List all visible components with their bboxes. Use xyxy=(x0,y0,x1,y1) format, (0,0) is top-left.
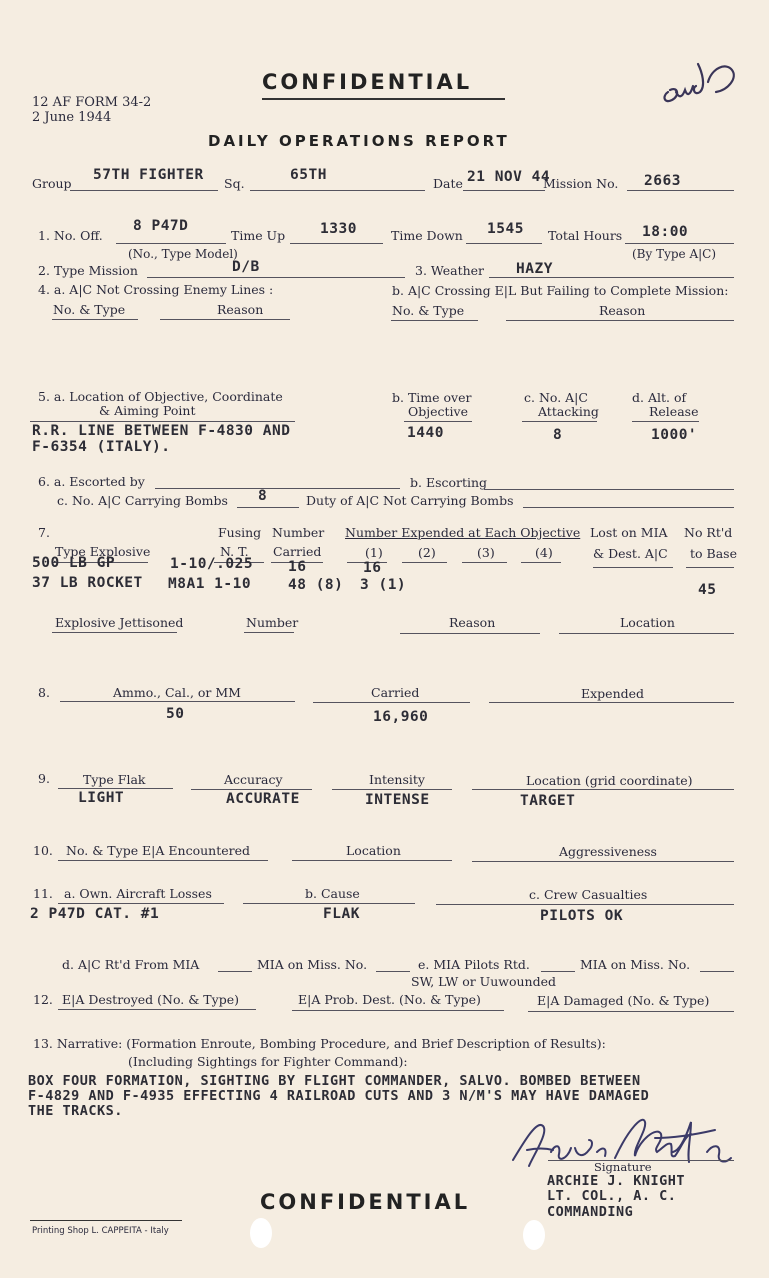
s11-a-value: 2 P47D CAT. #1 xyxy=(30,906,160,922)
time-up-label: Time Up xyxy=(231,228,286,243)
s11-d-mid: MIA on Miss. No. xyxy=(257,957,368,972)
time-up-value: 1330 xyxy=(320,221,357,237)
s8-num: 8. xyxy=(38,685,50,700)
s11-a-label: a. Own. Aircraft Losses xyxy=(64,886,212,901)
s5-a-label2: & Aiming Point xyxy=(99,403,196,418)
s8-carried-label: Carried xyxy=(371,685,420,700)
form-id: 12 AF FORM 34-2 xyxy=(32,95,152,110)
sq-label: Sq. xyxy=(224,176,245,191)
s7-h-carried: Carried xyxy=(273,544,322,559)
s5-b-value: 1440 xyxy=(407,425,444,441)
s8-expended-label: Expended xyxy=(581,686,645,701)
s9-intensity-label: Intensity xyxy=(369,772,425,787)
s7-h-obj4: (4) xyxy=(535,545,553,560)
s7-h-obj3: (3) xyxy=(477,545,495,560)
s11-c-label: c. Crew Casualties xyxy=(529,887,648,902)
s5-d-value: 1000' xyxy=(651,427,698,443)
s7-h-fusing: Fusing xyxy=(218,525,262,540)
report-title: DAILY OPERATIONS REPORT xyxy=(208,132,510,150)
s6-c-value: 8 xyxy=(258,488,268,504)
signer-name: ARCHIE J. KNIGHT xyxy=(547,1173,686,1189)
s7-row1-exp1: 16 xyxy=(363,560,382,576)
s5-a-value2: F-6354 (ITALY). xyxy=(32,439,171,455)
mission-label: Mission No. xyxy=(543,176,619,191)
s5-a-value1: R.R. LINE BETWEEN F-4830 AND xyxy=(32,423,291,439)
date-value: 21 NOV 44 xyxy=(467,169,551,185)
classification-top: CONFIDENTIAL xyxy=(262,70,473,94)
punch-hole-right xyxy=(523,1220,545,1250)
handwritten-initials xyxy=(660,52,760,116)
s13-line3: THE TRACKS. xyxy=(28,1103,123,1119)
s6-b-label: b. Escorting xyxy=(410,475,488,490)
s5-c-value: 8 xyxy=(553,427,563,443)
sq-value: 65TH xyxy=(290,167,327,183)
s5-c-label2: Attacking xyxy=(538,404,599,419)
s11-e-sub: SW, LW or Uuwounded xyxy=(411,974,556,989)
s9-location-label: Location (grid coordinate) xyxy=(526,773,693,788)
s7-row1-fusing: 1-10/.025 xyxy=(170,556,254,572)
s7-h-tobase: to Base xyxy=(690,546,737,561)
s7-h-nt: N. T. xyxy=(220,544,249,559)
punch-hole-left xyxy=(250,1218,272,1248)
s7-row2-type: 37 LB ROCKET xyxy=(32,575,143,591)
signer-rank: LT. COL., A. C. xyxy=(547,1188,677,1204)
mission-value: 2663 xyxy=(644,173,681,189)
s4-col-no-type-a: No. & Type xyxy=(53,302,126,317)
s11-e-label: e. MIA Pilots Rtd. xyxy=(418,957,530,972)
s7-j-reason: Reason xyxy=(449,615,496,630)
s7-num: 7. xyxy=(38,525,50,540)
s2-value: D/B xyxy=(232,259,260,275)
s9-intensity-value: INTENSE xyxy=(365,792,430,808)
s13-label1: 13. Narrative: (Formation Enroute, Bombing Procedure, and Brief Description of Results): xyxy=(33,1036,606,1051)
s7-h-dest: & Dest. A|C xyxy=(593,546,668,561)
s10-num: 10. xyxy=(33,843,53,858)
s11-b-label: b. Cause xyxy=(305,886,360,901)
s9-num: 9. xyxy=(38,771,50,786)
s6-a-label: 6. a. Escorted by xyxy=(38,474,145,489)
s5-b-label1: b. Time over xyxy=(392,390,472,405)
s4-a-label: 4. a. A|C Not Crossing Enemy Lines : xyxy=(38,282,274,297)
s7-row2-carried: 48 (8) xyxy=(288,577,344,593)
s1-label: 1. No. Off. xyxy=(38,228,103,243)
time-down-value: 1545 xyxy=(487,221,524,237)
s7-h-expended: Number Expended at Each Objective xyxy=(345,525,581,540)
group-value: 57TH FIGHTER xyxy=(93,167,204,183)
time-down-label: Time Down xyxy=(391,228,463,243)
s11-num: 11. xyxy=(33,886,53,901)
s8-ammo-value: 50 xyxy=(166,706,185,722)
s8-ammo-label: Ammo., Cal., or MM xyxy=(113,685,241,700)
s7-h-lost: Lost on MIA xyxy=(590,525,668,540)
s9-flak-label: Type Flak xyxy=(83,772,146,787)
s5-d-label1: d. Alt. of xyxy=(632,390,687,405)
s7-row2-exp1: 3 (1) xyxy=(360,577,407,593)
s9-accuracy-label: Accuracy xyxy=(224,772,283,787)
s7-h-nortd: No Rt'd xyxy=(684,525,733,540)
classification-bottom: CONFIDENTIAL xyxy=(260,1190,471,1214)
s12-destroyed: E|A Destroyed (No. & Type) xyxy=(62,992,239,1007)
s7-j-location: Location xyxy=(620,615,675,630)
s12-probable: E|A Prob. Dest. (No. & Type) xyxy=(298,992,481,1007)
s9-flak-value: LIGHT xyxy=(78,790,125,806)
s7-jettisoned-label: Explosive Jettisoned xyxy=(55,615,184,630)
s6-duty-label: Duty of A|C Not Carrying Bombs xyxy=(306,493,514,508)
s7-row2-fusing: M8A1 1-10 xyxy=(168,576,252,592)
s10-label: No. & Type E|A Encountered xyxy=(66,843,250,858)
s1-value: 8 P47D xyxy=(133,218,189,234)
s4-b-label: b. A|C Crossing E|L But Failing to Complete Mission: xyxy=(392,283,729,298)
s5-b-label2: Objective xyxy=(408,404,469,419)
s7-h-obj2: (2) xyxy=(418,545,436,560)
form-date: 2 June 1944 xyxy=(32,110,112,125)
s3-value: HAZY xyxy=(516,261,553,277)
s1-sublabel: (No., Type Model) xyxy=(128,247,238,261)
total-hours-sublabel: (By Type A|C) xyxy=(632,247,717,261)
signer-role: COMMANDING xyxy=(547,1204,634,1220)
s11-b-value: FLAK xyxy=(323,906,360,922)
s5-a-label1: 5. a. Location of Objective, Coordinate xyxy=(38,389,283,404)
s10-aggressiveness-label: Aggressiveness xyxy=(559,844,657,859)
s4-col-reason-a: Reason xyxy=(217,302,264,317)
total-hours-value: 18:00 xyxy=(642,224,689,240)
s6-c-label: c. No. A|C Carrying Bombs xyxy=(57,493,228,508)
s12-num: 12. xyxy=(33,992,53,1007)
s11-c-value: PILOTS OK xyxy=(540,908,624,924)
s12-damaged: E|A Damaged (No. & Type) xyxy=(537,993,710,1008)
s13-line2: F-4829 AND F-4935 EFFECTING 4 RAILROAD CUTS AND 3 N/M'S MAY HAVE DAMAGED xyxy=(28,1088,650,1104)
classification-underline xyxy=(262,98,505,100)
s7-row2-tobase: 45 xyxy=(698,582,717,598)
s11-d-label: d. A|C Rt'd From MIA xyxy=(62,957,200,972)
s5-d-label2: Release xyxy=(649,404,699,419)
s13-label2: (Including Sightings for Fighter Command): xyxy=(128,1054,408,1069)
s9-location-value: TARGET xyxy=(520,793,576,809)
s7-h-number: Number xyxy=(272,525,325,540)
s7-row1-type: 500 LB GP xyxy=(32,555,116,571)
s7-row1-carried: 16 xyxy=(288,559,307,575)
s4-col-no-type-b: No. & Type xyxy=(392,303,465,318)
s4-col-reason-b: Reason xyxy=(599,303,646,318)
s9-accuracy-value: ACCURATE xyxy=(226,791,300,807)
printer-credit: Printing Shop L. CAPPEITA - Italy xyxy=(32,1226,169,1236)
s7-j-number: Number xyxy=(246,615,299,630)
s7-h-type: Type Explosive xyxy=(55,544,151,559)
s7-h-obj1: (1) xyxy=(365,545,383,560)
s10-location-label: Location xyxy=(346,843,401,858)
s11-e-mid: MIA on Miss. No. xyxy=(580,957,691,972)
s13-line1: BOX FOUR FORMATION, SIGHTING BY FLIGHT COMMANDER, SALVO. BOMBED BETWEEN xyxy=(28,1073,641,1089)
s2-label: 2. Type Mission xyxy=(38,263,138,278)
s5-c-label1: c. No. A|C xyxy=(524,390,588,405)
s3-label: 3. Weather xyxy=(415,263,485,278)
group-label: Group xyxy=(32,176,72,191)
total-hours-label: Total Hours xyxy=(548,228,623,243)
signature-label: Signature xyxy=(594,1160,652,1174)
date-label: Date xyxy=(433,176,463,191)
s8-carried-value: 16,960 xyxy=(373,709,429,725)
